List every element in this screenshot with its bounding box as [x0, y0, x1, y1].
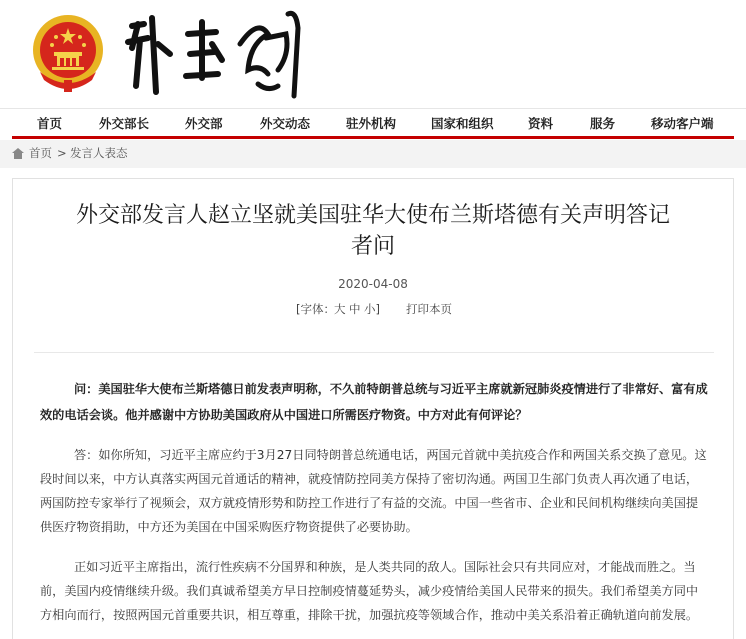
article-title: 外交部发言人赵立坚就美国驻华大使布兰斯塔德有关声明答记: [75, 203, 670, 228]
nav-item-services[interactable]: 服务: [590, 116, 616, 131]
article-date: 2020-04-08: [338, 277, 408, 291]
nav-item-home[interactable]: 首页: [37, 116, 63, 131]
nav-item-resources[interactable]: 资料: [528, 116, 554, 131]
breadcrumb-home-link[interactable]: 首页: [29, 146, 52, 160]
nav-item-minister[interactable]: 外交部长: [99, 116, 150, 131]
paragraph-2-line-2: 前，美国内疫情继续升级。我们真诚希望美方早日控制疫情蔓延势头，减少疫情给美国人民带来的损失。我们希望美方同中: [40, 584, 699, 598]
question-line-1: 问：美国驻华大使布兰斯塔德日前发表声明称，不久前特朗普总统与习近平主席就新冠肺炎疫情进行了非常好、富有成: [74, 382, 708, 396]
nav-item-missions[interactable]: 驻外机构: [346, 116, 397, 131]
nav-item-news[interactable]: 外交动态: [260, 116, 311, 131]
paragraph-2-line-3: 方相向而行，按照两国元首重要共识，相互尊重，排除干扰，加强抗疫等领域合作，推动中美关系沿着正确轨道向前发展。: [40, 608, 699, 622]
answer-line-1: 答：如你所知，习近平主席应约于3月27日同特朗普总统通电话，两国元首就中美抗疫合作和两国关系交换了意见。这: [74, 448, 707, 462]
question-line-2: 效的电话会谈。他并感谢中方协助美国政府从中国进口所需医疗物资。中方对此有何评论？: [40, 408, 528, 422]
nav-item-countries[interactable]: 国家和组织: [431, 116, 494, 131]
answer-line-4: 供医疗物资捐助，中方还为美国在中国采购医疗物资提供了必要协助。: [40, 520, 418, 534]
site-logo-calligraphy[interactable]: [118, 4, 308, 100]
national-emblem-icon[interactable]: [30, 10, 106, 94]
breadcrumb-separator: >: [57, 146, 67, 160]
nav-item-mobile[interactable]: 移动客户端: [651, 116, 714, 131]
font-size-medium[interactable]: 中: [349, 302, 361, 316]
nav-item-ministry[interactable]: 外交部: [185, 116, 223, 131]
home-icon: [12, 148, 24, 159]
answer-line-3: 两国防控专家举行了视频会，双方就疫情形势和防控工作进行了有益的交流。中国一些省市、企业和民间机构继续向美国提: [40, 496, 699, 510]
font-size-label: [字体：: [296, 302, 335, 316]
site-header: [0, 0, 746, 108]
article-title-continued: 者问: [350, 234, 395, 259]
breadcrumb-current-link[interactable]: 发言人表态: [70, 146, 128, 160]
print-page-link[interactable]: 打印本页: [406, 302, 452, 316]
content-divider: [34, 352, 714, 353]
nav-divider: [12, 136, 734, 139]
answer-line-2: 段时间以来，中方认真落实两国元首通话的精神，就疫情防控同美方保持了密切沟通。两国卫生部门负责人再次通了电话，: [40, 472, 699, 486]
paragraph-2-line-1: 正如习近平主席指出，流行性疾病不分国界和种族，是人类共同的敌人。国际社会只有共同应对，才能战而胜之。当: [74, 560, 696, 574]
font-size-small[interactable]: 小]: [364, 302, 380, 316]
font-size-large[interactable]: 大: [334, 302, 346, 316]
